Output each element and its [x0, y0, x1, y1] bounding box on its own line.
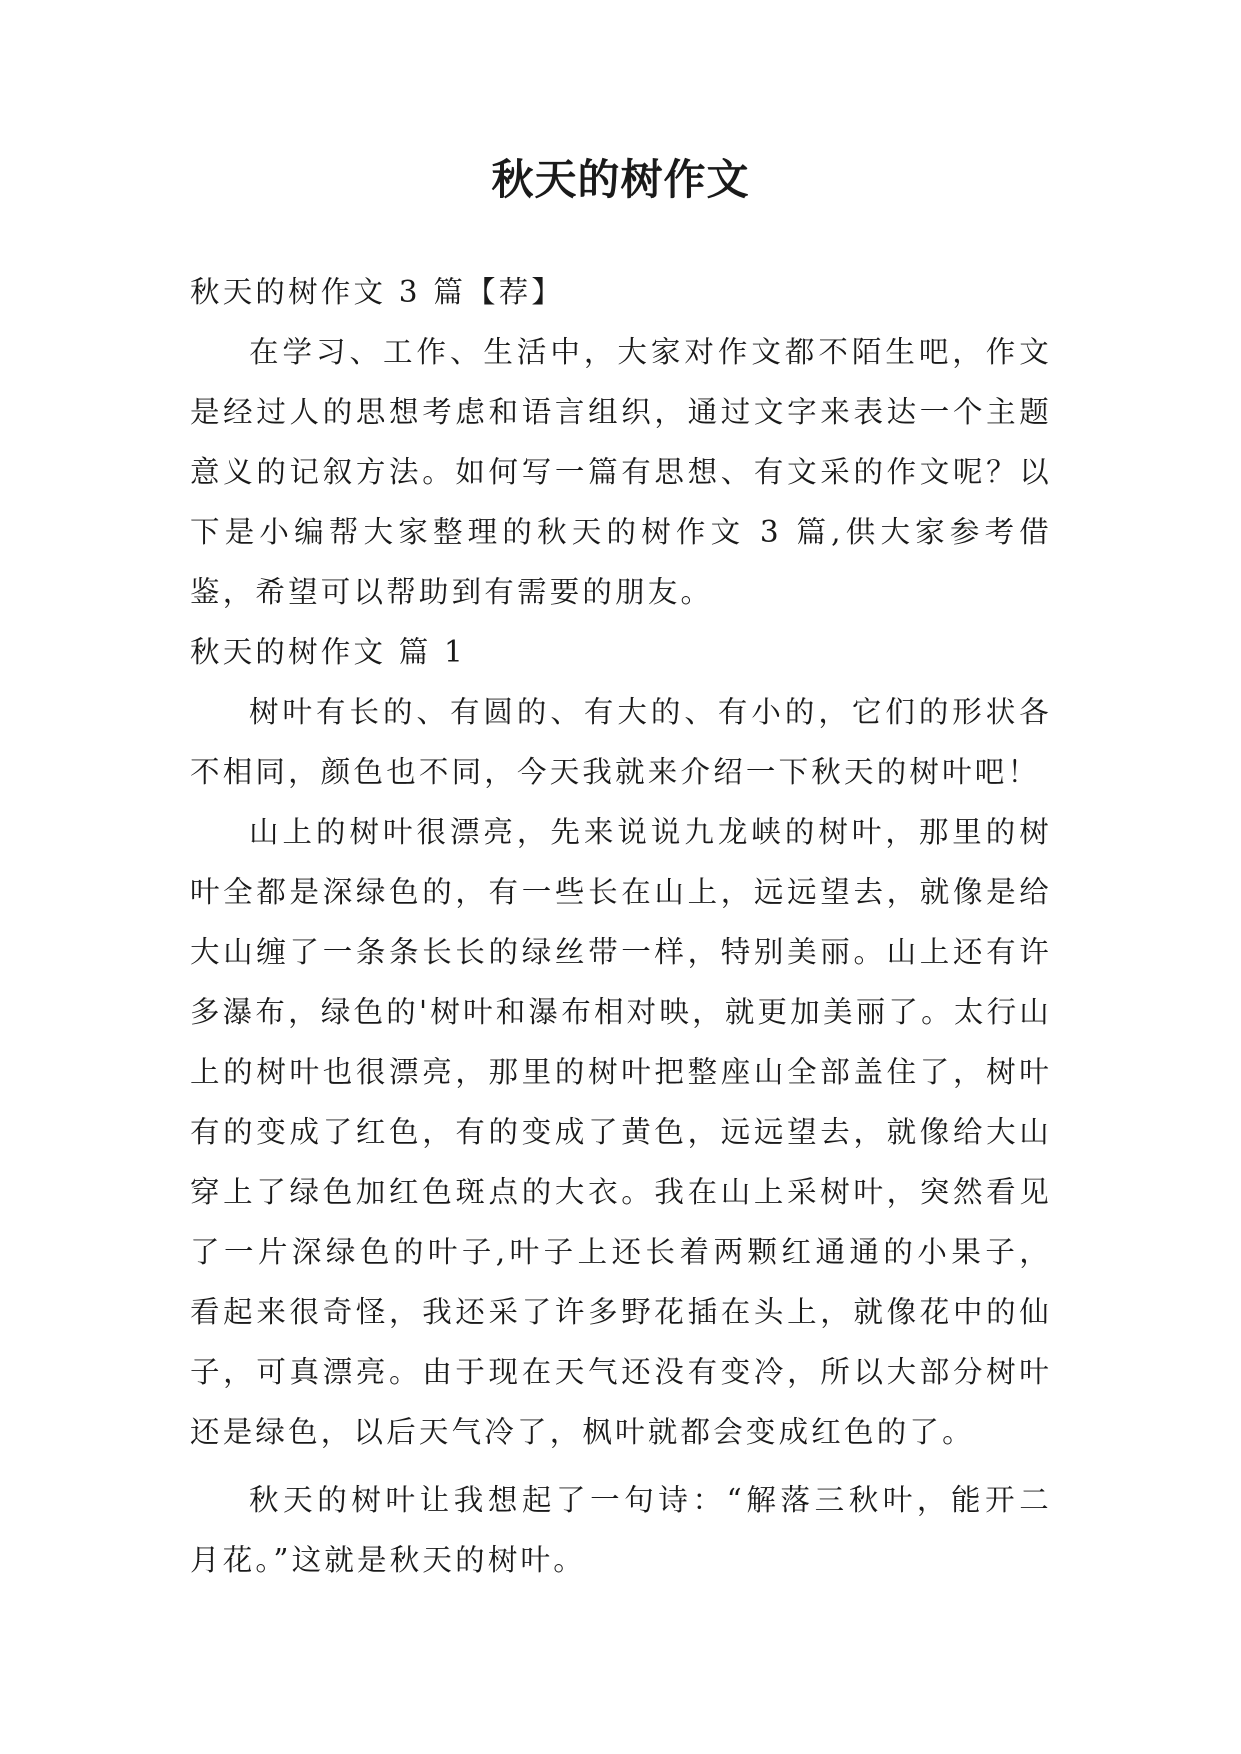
intro-paragraph: 在学习、工作、生活中，大家对作文都不陌生吧，作文是经过人的思想考虑和语言组织，通过文字来表达一个主题意义的记叙方法。如何写一篇有思想、有文采的作文呢？以下是小编帮大家整理的秋天的树作文 3 篇,供大家参考借鉴，希望可以帮助到有需要的朋友。: [190, 335, 1052, 609]
section-heading: 秋天的树作文 篇 1: [190, 635, 467, 669]
body-paragraph: 秋天的树叶让我想起了一句诗：“解落三秋叶，能开二月花。”这就是秋天的树叶。: [190, 1483, 1052, 1577]
document-subtitle: 秋天的树作文 3 篇【荐】: [190, 275, 565, 309]
body-paragraph: 山上的树叶很漂亮，先来说说九龙峡的树叶，那里的树叶全都是深绿色的，有一些长在山上，远远望去，就像是给大山缠了一条条长长的绿丝带一样，特别美丽。山上还有许多瀑布，绿色的'树叶和瀑布相对映，就更加美丽了。太行山上的树叶也很漂亮，那里的树叶把整座山全部盖住了，树叶有的变成了红色，有的变成了黄色，远远望去，就像给大山穿上了绿色加红色斑点的大衣。我在山上采树叶，突然看见了一片深绿色的叶子,叶子上还长着两颗红通通的小果子，看起来很奇怪，我还采了许多野花插在头上，就像花中的仙子，可真漂亮。由于现在天气还没有变冷，所以大部分树叶还是绿色，以后天气冷了，枫叶就都会变成红色的了。: [190, 815, 1052, 1449]
document-body: [190, 262, 1052, 1590]
body-paragraph: 树叶有长的、有圆的、有大的、有小的，它们的形状各不相同，颜色也不同，今天我就来介绍一下秋天的树叶吧！: [190, 695, 1052, 789]
document-title: 秋天的树作文: [491, 155, 750, 204]
